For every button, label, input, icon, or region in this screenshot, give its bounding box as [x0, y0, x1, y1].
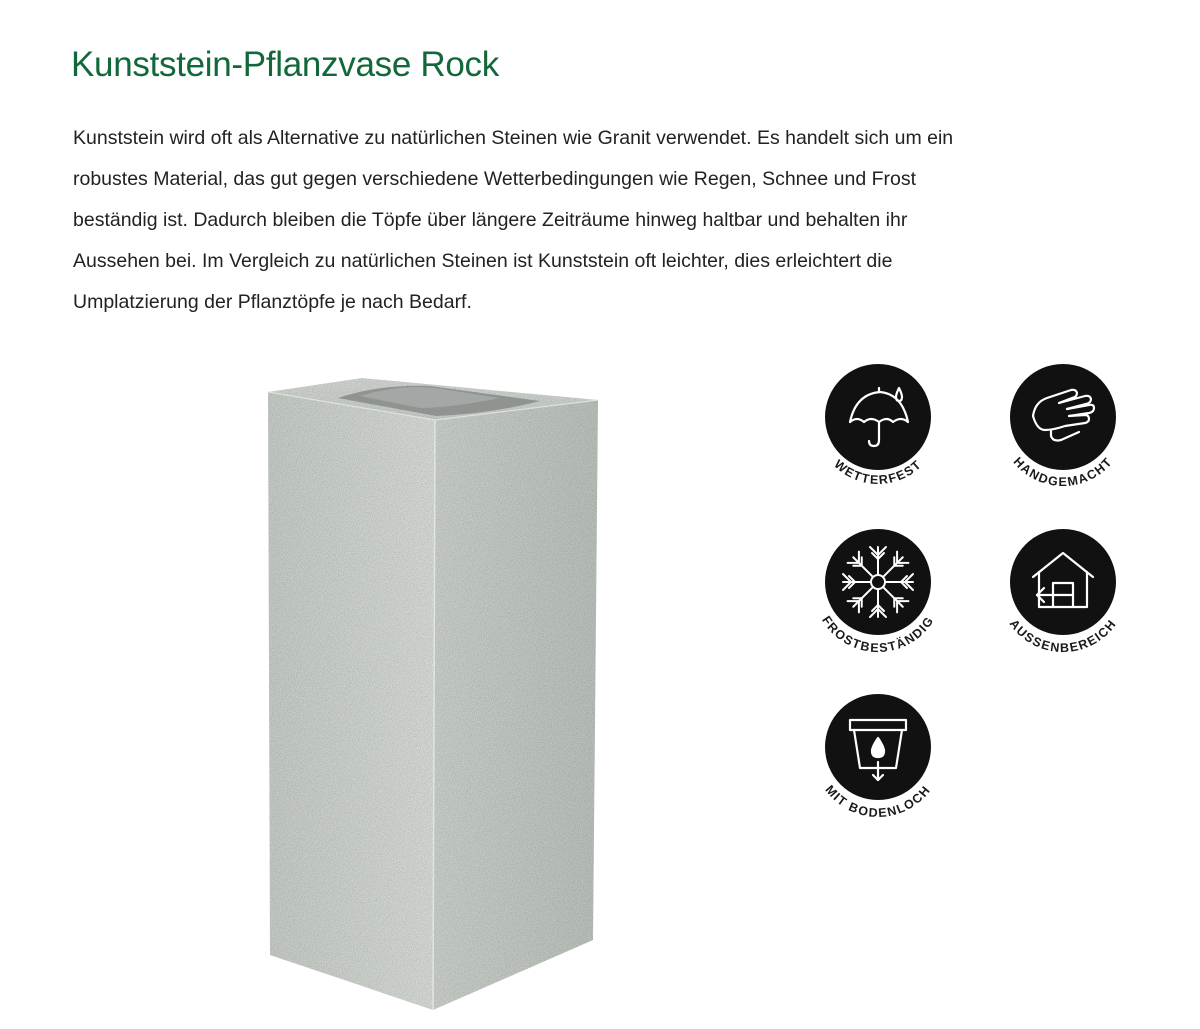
badge-label: WETTERFEST: [831, 457, 925, 488]
badge-label: HANDGEMACHT: [1010, 454, 1116, 490]
planter-front-face: [268, 392, 435, 1010]
badge-circle: [825, 364, 931, 470]
badge-circle: [825, 529, 931, 635]
feature-badge-mit-bodenloch: [808, 690, 948, 830]
description-line: Kunststein wird oft als Alternative zu natürlichen Steinen wie Granit verwendet. Es handelt sich um ein: [73, 127, 954, 149]
product-description: [73, 118, 1113, 323]
page-title: Kunststein-Pflanzvase Rock: [71, 45, 499, 84]
badge-label: FROSTBESTÄNDIG: [819, 613, 937, 656]
description-line: robustes Material, das gut gegen verschiedene Wetterbedingungen wie Regen, Schnee und Frost: [73, 168, 917, 190]
product-image: [250, 370, 610, 1015]
stone-planter-illustration: [250, 370, 610, 1015]
feature-badge-frostbestaendig: [808, 525, 948, 665]
badge-circle: [1010, 364, 1116, 470]
feature-badge-aussenbereich: [993, 525, 1133, 665]
badge-label: AUSSENBEREICH: [1006, 616, 1120, 656]
description-line: Umplatzierung der Pflanztöpfe je nach Bedarf.: [73, 291, 472, 313]
planter-side-face: [433, 400, 598, 1010]
description-line: beständig ist. Dadurch bleiben die Töpfe über längere Zeiträume hinweg haltbar und behalten ihr: [73, 209, 908, 231]
description-line: Aussehen bei. Im Vergleich zu natürlichen Steinen ist Kunststein oft leichter, dies erleichtert die: [73, 250, 893, 272]
feature-badge-wetterfest: [808, 360, 948, 500]
feature-badge-handgemacht: [993, 360, 1133, 500]
badge-label: MIT BODENLOCH: [822, 782, 934, 821]
